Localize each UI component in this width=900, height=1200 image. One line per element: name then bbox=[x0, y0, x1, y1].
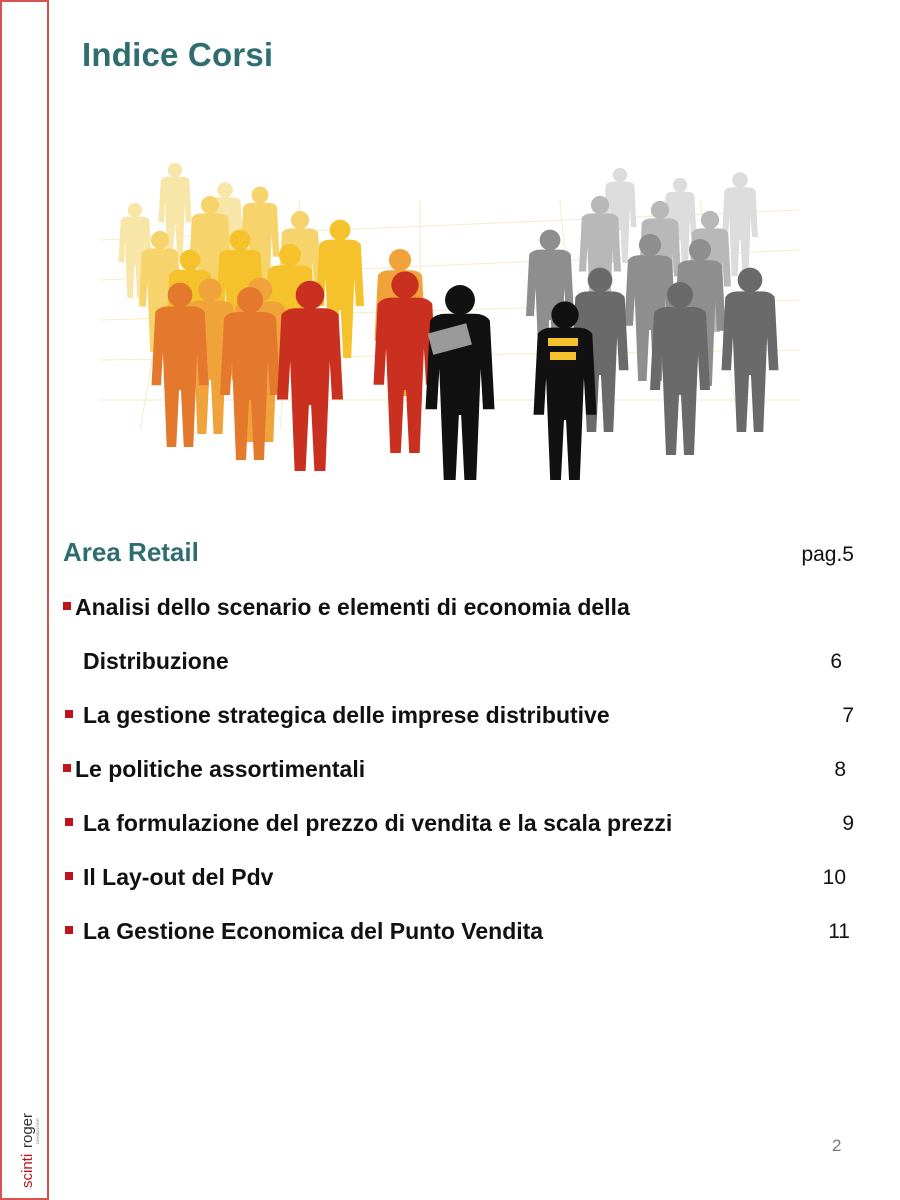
toc-item bbox=[63, 810, 854, 844]
page-number: 2 bbox=[832, 1136, 842, 1155]
crowd-illustration bbox=[100, 150, 800, 480]
toc-page-number: 7 bbox=[842, 704, 854, 727]
bullet-icon bbox=[63, 764, 71, 772]
bullet-icon bbox=[63, 602, 71, 610]
page-title: Indice Corsi bbox=[82, 36, 274, 73]
toc-page-number: 11 bbox=[828, 920, 850, 943]
bullet-icon bbox=[65, 872, 73, 880]
toc-item-text: Le politiche assortimentali bbox=[75, 756, 366, 782]
bullet-icon bbox=[65, 926, 73, 934]
toc-page-number: 6 bbox=[830, 650, 842, 673]
bullet-icon bbox=[65, 818, 73, 826]
section-title: Area Retail bbox=[63, 537, 199, 567]
toc-item-text: La formulazione del prezzo di vendita e la scala prezzi bbox=[83, 810, 673, 836]
svg-text:scinti: scinti bbox=[19, 1153, 36, 1188]
toc-page-number: 10 bbox=[822, 866, 846, 889]
toc-item bbox=[63, 864, 854, 898]
company-logo bbox=[10, 1095, 40, 1190]
toc-item bbox=[63, 756, 854, 790]
section-page-ref: pag.5 bbox=[801, 543, 854, 566]
toc-item-text: Il Lay-out del Pdv bbox=[83, 864, 274, 890]
toc-item bbox=[63, 918, 854, 952]
bullet-icon bbox=[65, 710, 73, 718]
toc-item bbox=[63, 594, 854, 628]
toc-item-continuation bbox=[63, 648, 854, 682]
toc-page-number: 8 bbox=[834, 758, 846, 781]
toc-item-text: Analisi dello scenario e elementi di economia della bbox=[75, 594, 630, 620]
toc-page-number: 9 bbox=[842, 812, 854, 835]
toc-item-text: La Gestione Economica del Punto Vendita bbox=[83, 918, 544, 944]
toc-item-text: Distribuzione bbox=[83, 648, 229, 674]
toc-item bbox=[63, 702, 854, 736]
sidebar-frame bbox=[0, 0, 49, 1200]
svg-text:CONSULTING: CONSULTING bbox=[35, 1118, 40, 1144]
toc-item-text: La gestione strategica delle imprese distributive bbox=[83, 702, 610, 728]
svg-text:roger: roger bbox=[19, 1112, 36, 1148]
